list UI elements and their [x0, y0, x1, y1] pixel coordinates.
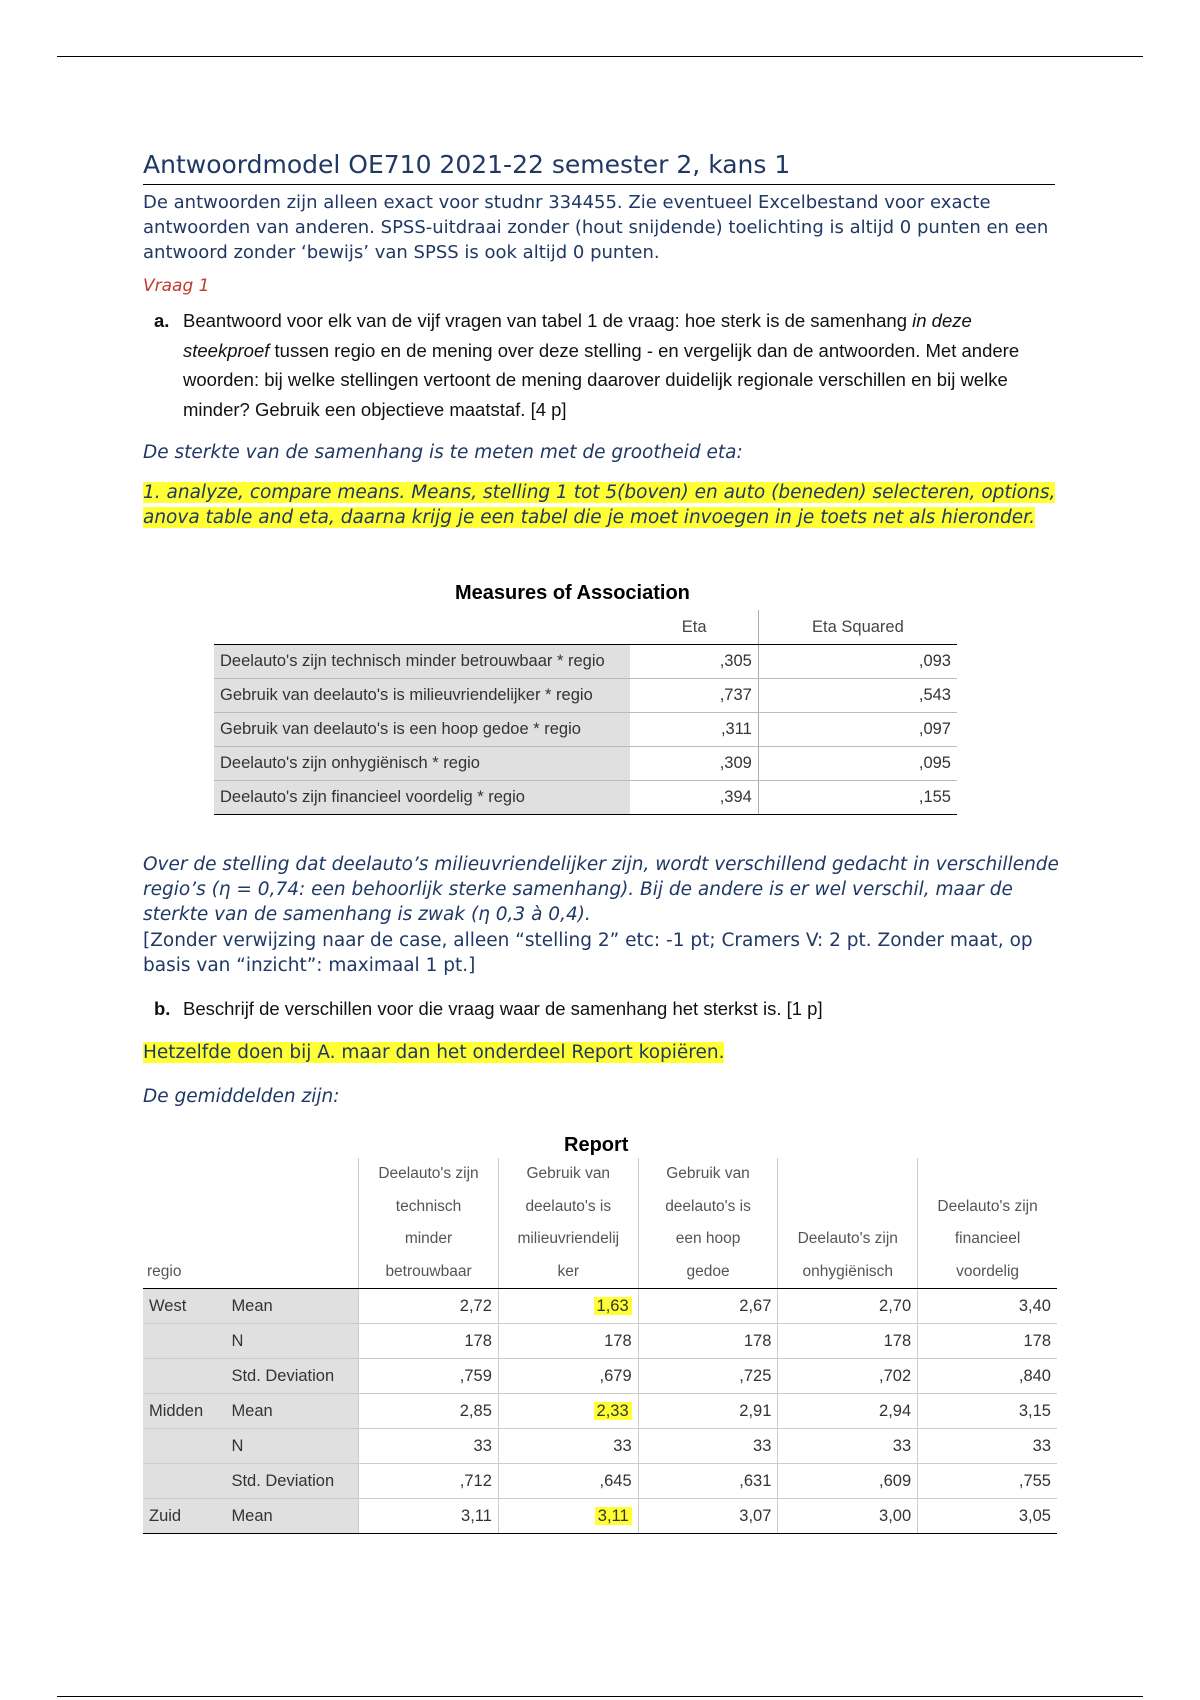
- header-line: gedoe: [686, 1262, 730, 1280]
- report-value: 1,63: [594, 1297, 632, 1315]
- report-header-col2: [498, 1158, 638, 1289]
- report-header-col3: [638, 1158, 778, 1289]
- header-line: deelauto's is: [665, 1197, 751, 1215]
- header-line: Gebruik van: [666, 1165, 750, 1182]
- table-row: [143, 1289, 1057, 1324]
- report-region: [143, 1464, 225, 1499]
- report-value: 2,85: [359, 1394, 499, 1429]
- report-table: [143, 1158, 1057, 1534]
- measures-row-label: Deelauto's zijn onhygiënisch * regio: [214, 747, 630, 781]
- measures-row-label: Gebruik van deelauto's is een hoop gedoe * regio: [214, 713, 630, 747]
- report-stat: Std. Deviation: [225, 1464, 358, 1499]
- question-a-text-italic: in deze steekproef: [183, 310, 972, 361]
- report-header-row: [143, 1158, 1057, 1289]
- measures-eta-squared: ,097: [758, 713, 957, 747]
- table-row: [214, 747, 957, 781]
- question-heading: Vraag 1: [143, 276, 210, 296]
- header-line: minder: [404, 1230, 453, 1247]
- report-value: 2,72: [359, 1289, 499, 1324]
- report-stat: Mean: [225, 1499, 358, 1534]
- table-row: [143, 1359, 1057, 1394]
- report-value: ,725: [638, 1359, 778, 1394]
- report-value: 3,07: [638, 1499, 778, 1534]
- report-value: ,679: [498, 1359, 638, 1394]
- table-row: [143, 1429, 1057, 1464]
- measures-eta-squared: ,095: [758, 747, 957, 781]
- question-a-text-2: tussen regio en de mening over deze stelling - en vergelijk dan de antwoorden. Met andere woorden: bij welke stellingen vertoont de mening daarover duidelijk regionale verschillen en bij welke minder? Gebruik een objectieve maatstaf. [4 p]: [183, 339, 1020, 420]
- report-stat: Std. Deviation: [225, 1359, 358, 1394]
- report-value: ,759: [359, 1359, 499, 1394]
- question-b-text: Beschrijf de verschillen voor die vraag waar de samenhang het sterkst is. [1 p]: [183, 998, 823, 1019]
- measures-header-eta-squared: Eta Squared: [758, 610, 957, 645]
- report-value: 33: [638, 1429, 778, 1464]
- answer-a-intro: De sterkte van de samenhang is te meten met de grootheid eta:: [143, 442, 743, 463]
- header-line: ker: [557, 1262, 580, 1280]
- report-region: [143, 1324, 225, 1359]
- report-value: 3,11: [359, 1499, 499, 1534]
- measures-eta-squared: ,093: [758, 645, 957, 679]
- header-rule: [57, 56, 1143, 57]
- report-value: 178: [778, 1324, 918, 1359]
- measures-header-row: [214, 610, 957, 645]
- measures-eta-squared: ,543: [758, 679, 957, 713]
- report-value: 178: [918, 1324, 1057, 1359]
- measures-eta: ,305: [630, 645, 758, 679]
- measures-row-label: Deelauto's zijn financieel voordelig * regio: [214, 781, 630, 815]
- report-value: ,840: [918, 1359, 1057, 1394]
- measures-header-eta: Eta: [630, 610, 758, 645]
- measures-eta: ,737: [630, 679, 758, 713]
- report-header-col4: [778, 1158, 918, 1289]
- report-value-highlight: [498, 1394, 638, 1429]
- report-value: 3,11: [595, 1507, 632, 1525]
- table-row: [214, 781, 957, 815]
- report-region: [143, 1359, 225, 1394]
- report-value: ,609: [778, 1464, 918, 1499]
- header-line: betrouwbaar: [385, 1262, 472, 1280]
- header-line: financieel: [954, 1230, 1021, 1247]
- measures-eta-squared: ,155: [758, 781, 957, 815]
- document-title: Antwoordmodel OE710 2021-22 semester 2, kans 1: [143, 150, 1055, 185]
- report-stat: N: [225, 1429, 358, 1464]
- answer-a-grading: [Zonder verwijzing naar de case, alleen “stelling 2” etc: -1 pt; Cramers V: 2 pt. Zonder maat, op basis van “inzicht”: maximaal 1 pt.]: [143, 930, 1033, 976]
- header-line: deelauto's is: [525, 1197, 612, 1215]
- header-line: onhygiënisch: [802, 1262, 894, 1280]
- report-value: 2,33: [594, 1402, 632, 1420]
- report-value: ,712: [359, 1464, 499, 1499]
- header-line: Gebruik van: [526, 1165, 611, 1182]
- report-value: 178: [638, 1324, 778, 1359]
- footer-rule: [57, 1696, 1143, 1697]
- table-row: [143, 1394, 1057, 1429]
- table-row: [143, 1464, 1057, 1499]
- report-stat: Mean: [225, 1289, 358, 1324]
- report-header-regio: regio: [143, 1158, 359, 1289]
- answer-b-highlight: [143, 1040, 1073, 1065]
- answer-a-highlight-text: 1. analyze, compare means. Means, stelling 1 tot 5(boven) en auto (beneden) selecteren, options, anova table and eta, daarna krijg je een tabel die je moet invoegen in je toets net als hieronder.: [143, 482, 1056, 528]
- report-value: 3,15: [918, 1394, 1057, 1429]
- answer-b-intro: De gemiddelden zijn:: [143, 1086, 340, 1107]
- report-value-highlight: [498, 1289, 638, 1324]
- question-a: [154, 306, 1054, 424]
- report-value: 178: [359, 1324, 499, 1359]
- measures-row-label: Gebruik van deelauto's is milieuvriendelijker * regio: [214, 679, 630, 713]
- answer-b-highlight-text: Hetzelfde doen bij A. maar dan het onderdeel Report kopiëren.: [143, 1042, 725, 1063]
- header-line: milieuvriendelij: [517, 1230, 620, 1247]
- report-value: 178: [498, 1324, 638, 1359]
- report-region: Midden: [143, 1394, 225, 1429]
- question-a-letter: a.: [154, 310, 170, 331]
- report-region: Zuid: [143, 1499, 225, 1534]
- report-value: 33: [359, 1429, 499, 1464]
- measures-table: [214, 610, 957, 815]
- measures-row-label: Deelauto's zijn technisch minder betrouwbaar * regio: [214, 645, 630, 679]
- measures-eta: ,311: [630, 713, 758, 747]
- report-header-col1: [359, 1158, 499, 1289]
- report-value: 33: [778, 1429, 918, 1464]
- table-row: [143, 1324, 1057, 1359]
- report-region: West: [143, 1289, 225, 1324]
- report-value: 3,00: [778, 1499, 918, 1534]
- header-line: een hoop: [675, 1230, 741, 1247]
- report-value: ,755: [918, 1464, 1057, 1499]
- measures-eta: ,394: [630, 781, 758, 815]
- measures-title: Measures of Association: [455, 582, 690, 604]
- header-line: Deelauto's zijn: [797, 1230, 898, 1247]
- report-value: 33: [498, 1429, 638, 1464]
- intro-paragraph: De antwoorden zijn alleen exact voor studnr 334455. Zie eventueel Excelbestand voor exacte antwoorden van anderen. SPSS-uitdraai zonder (hout snijdende) toelichting is altijd 0 punten en een antwoord zonder ‘bewijs’ van SPSS is ook altijd 0 punten.: [143, 192, 1049, 263]
- report-value: 2,67: [638, 1289, 778, 1324]
- table-row: [214, 645, 957, 679]
- report-value: 2,91: [638, 1394, 778, 1429]
- report-header-col5: [918, 1158, 1057, 1289]
- report-value: ,702: [778, 1359, 918, 1394]
- report-value-highlight: [498, 1499, 638, 1534]
- report-value: 2,70: [778, 1289, 918, 1324]
- report-value: 33: [918, 1429, 1057, 1464]
- answer-a-highlight: [143, 480, 1073, 530]
- measures-eta: ,309: [630, 747, 758, 781]
- header-line: technisch: [395, 1197, 462, 1215]
- measures-header-blank: [214, 610, 630, 645]
- question-a-text-1: Beantwoord voor elk van de vijf vragen van tabel 1 de vraag: hoe sterk is de samenhang: [183, 310, 913, 331]
- header-line: voordelig: [956, 1262, 1020, 1280]
- report-value: 3,05: [918, 1499, 1057, 1534]
- table-row: [214, 679, 957, 713]
- question-b-letter: b.: [154, 998, 171, 1019]
- report-value: 2,94: [778, 1394, 918, 1429]
- report-value: ,645: [498, 1464, 638, 1499]
- header-line: Deelauto's zijn: [378, 1165, 479, 1182]
- question-b: [154, 994, 1054, 1024]
- report-region: [143, 1429, 225, 1464]
- report-stat: Mean: [225, 1394, 358, 1429]
- header-line: Deelauto's zijn: [937, 1197, 1038, 1215]
- report-value: ,631: [638, 1464, 778, 1499]
- answer-a-conclusion: Over de stelling dat deelauto’s milieuvriendelijker zijn, wordt verschillend gedacht in verschillende regio’s (η = 0,74: een behoorlijk sterke samenhang). Bij de andere is er wel verschil, maar de sterkte van de samenhang is zwak (η 0,3 à 0,4).: [143, 854, 1059, 925]
- report-value: 3,40: [918, 1289, 1057, 1324]
- table-row: [143, 1499, 1057, 1534]
- report-stat: N: [225, 1324, 358, 1359]
- report-title: Report: [564, 1134, 629, 1156]
- table-row: [214, 713, 957, 747]
